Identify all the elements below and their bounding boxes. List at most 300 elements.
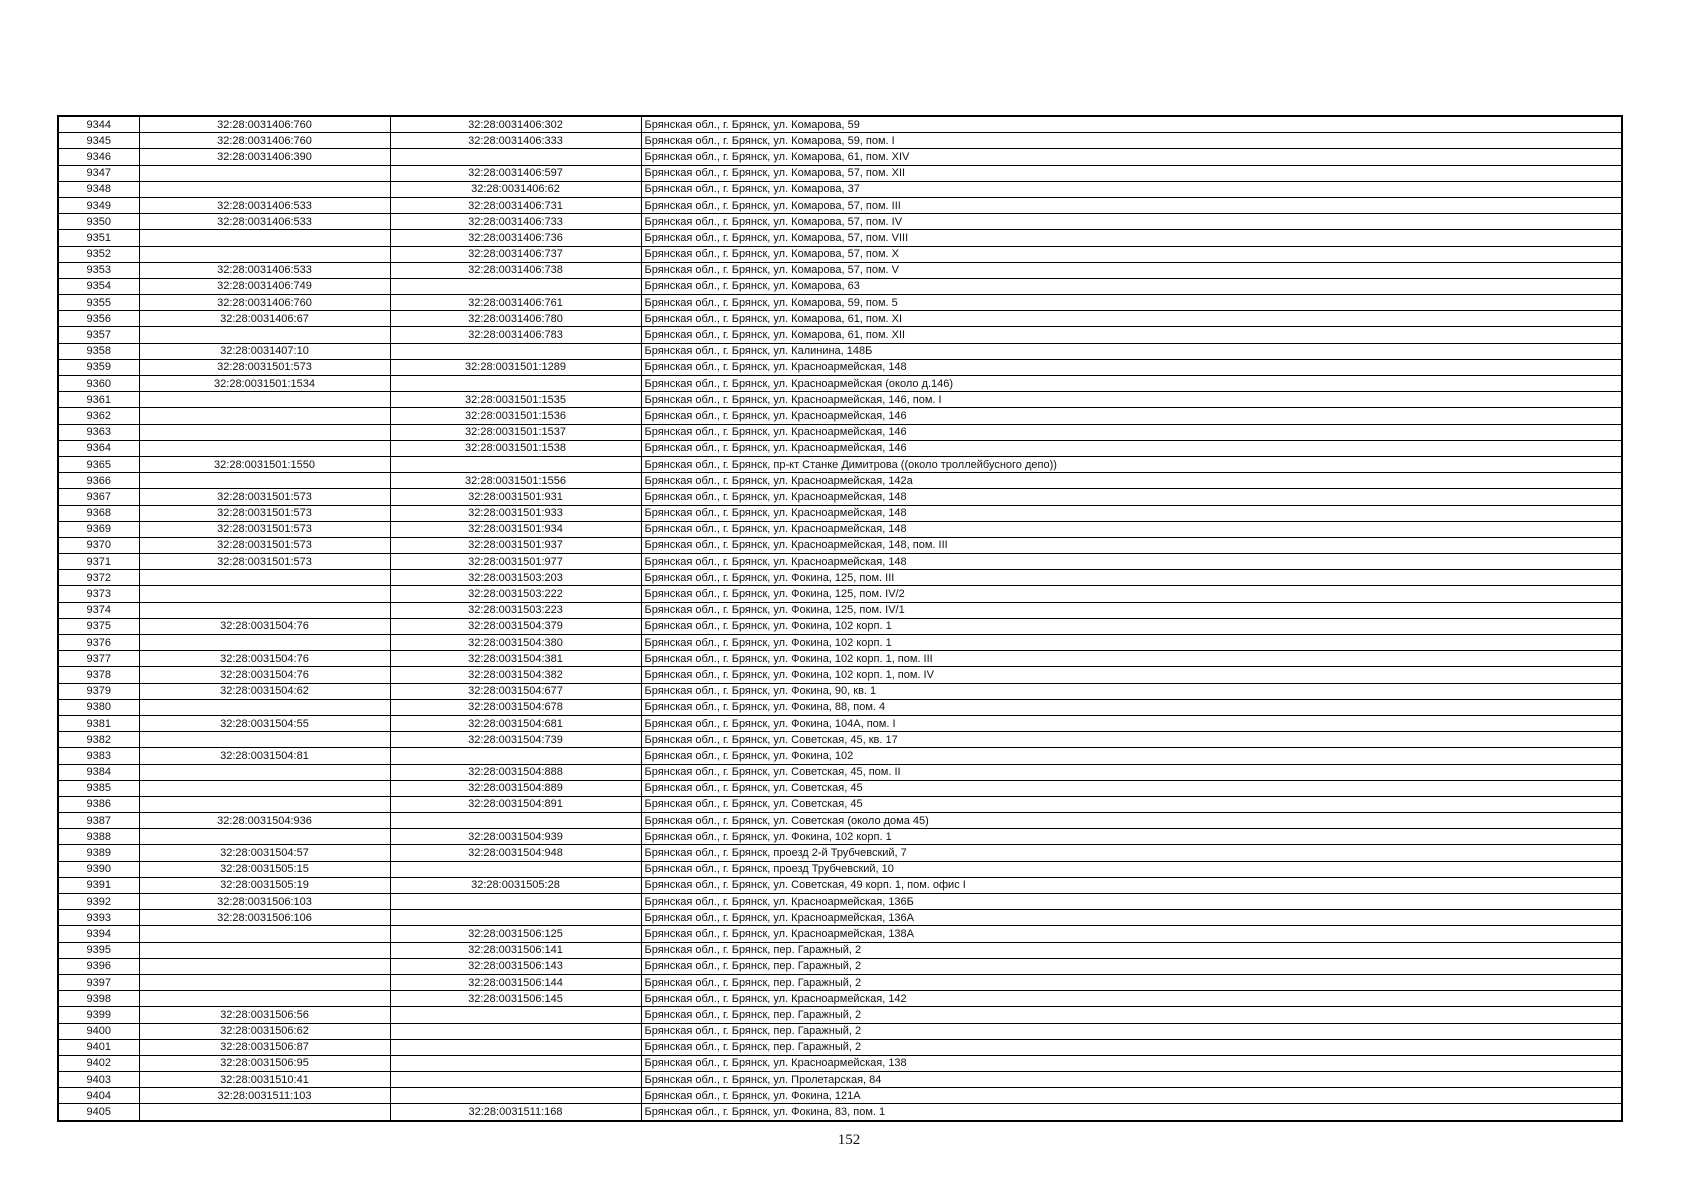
object-cadastral-number-cell	[390, 1007, 641, 1023]
cadastral-number-cell: 32:28:0031406:533	[139, 197, 390, 213]
table-row	[58, 1055, 1622, 1071]
address-cell: Брянская обл., г. Брянск, пер. Гаражный, 2	[641, 942, 1622, 958]
cadastral-number-cell	[139, 327, 390, 343]
row-number-cell: 9358	[58, 343, 139, 359]
row-number-cell: 9370	[58, 537, 139, 553]
object-cadastral-number-cell: 32:28:0031501:937	[390, 537, 641, 553]
row-number-cell: 9384	[58, 764, 139, 780]
table-row	[58, 1104, 1622, 1121]
cadastral-number-cell	[139, 230, 390, 246]
table-row	[58, 408, 1622, 424]
object-cadastral-number-cell	[390, 861, 641, 877]
cadastral-number-cell	[139, 473, 390, 489]
address-cell: Брянская обл., г. Брянск, ул. Фокина, 102 корп. 1	[641, 829, 1622, 845]
object-cadastral-number-cell	[390, 376, 641, 392]
row-number-cell: 9381	[58, 715, 139, 731]
address-cell: Брянская обл., г. Брянск, ул. Советская, 45	[641, 780, 1622, 796]
object-cadastral-number-cell: 32:28:0031511:168	[390, 1104, 641, 1121]
row-number-cell: 9398	[58, 991, 139, 1007]
row-number-cell: 9380	[58, 699, 139, 715]
object-cadastral-number-cell: 32:28:0031503:223	[390, 602, 641, 618]
object-cadastral-number-cell	[390, 343, 641, 359]
row-number-cell: 9362	[58, 408, 139, 424]
table-row	[58, 1072, 1622, 1088]
address-cell: Брянская обл., г. Брянск, ул. Комарова, 37	[641, 181, 1622, 197]
address-cell: Брянская обл., г. Брянск, ул. Комарова, 57, пом. III	[641, 197, 1622, 213]
table-row	[58, 440, 1622, 456]
table-row	[58, 764, 1622, 780]
table-row	[58, 926, 1622, 942]
cadastral-number-cell	[139, 635, 390, 651]
cadastral-number-cell	[139, 942, 390, 958]
object-cadastral-number-cell: 32:28:0031506:125	[390, 926, 641, 942]
table-row	[58, 602, 1622, 618]
table-row	[58, 392, 1622, 408]
row-number-cell: 9363	[58, 424, 139, 440]
cadastral-number-cell	[139, 926, 390, 942]
table-row	[58, 1023, 1622, 1039]
address-cell: Брянская обл., г. Брянск, ул. Советская, 45	[641, 796, 1622, 812]
address-cell: Брянская обл., г. Брянск, ул. Фокина, 102	[641, 748, 1622, 764]
object-cadastral-number-cell: 32:28:0031406:736	[390, 230, 641, 246]
address-cell: Брянская обл., г. Брянск, ул. Фокина, 125, пом. III	[641, 570, 1622, 586]
cadastral-number-cell	[139, 181, 390, 197]
cadastral-number-cell	[139, 974, 390, 990]
address-cell: Брянская обл., г. Брянск, ул. Комарова, 57, пом. X	[641, 246, 1622, 262]
address-cell: Брянская обл., г. Брянск, ул. Комарова, 57, пом. VIII	[641, 230, 1622, 246]
cadastral-number-cell: 32:28:0031504:76	[139, 667, 390, 683]
row-number-cell: 9374	[58, 602, 139, 618]
object-cadastral-number-cell: 32:28:0031504:677	[390, 683, 641, 699]
table-row	[58, 732, 1622, 748]
object-cadastral-number-cell: 32:28:0031406:761	[390, 295, 641, 311]
cadastral-number-cell: 32:28:0031406:749	[139, 278, 390, 294]
table-row	[58, 829, 1622, 845]
address-cell: Брянская обл., г. Брянск, ул. Комарова, 61, пом. XI	[641, 311, 1622, 327]
row-number-cell: 9389	[58, 845, 139, 861]
cadastral-number-cell	[139, 246, 390, 262]
table-row	[58, 278, 1622, 294]
row-number-cell: 9345	[58, 133, 139, 149]
table-row	[58, 715, 1622, 731]
row-number-cell: 9361	[58, 392, 139, 408]
address-cell: Брянская обл., г. Брянск, ул. Красноармейская, 142а	[641, 473, 1622, 489]
row-number-cell: 9382	[58, 732, 139, 748]
table-row	[58, 586, 1622, 602]
address-cell: Брянская обл., г. Брянск, ул. Пролетарская, 84	[641, 1072, 1622, 1088]
address-cell: Брянская обл., г. Брянск, ул. Красноармейская, 136Б	[641, 894, 1622, 910]
address-cell: Брянская обл., г. Брянск, пер. Гаражный, 2	[641, 1007, 1622, 1023]
object-cadastral-number-cell	[390, 1023, 641, 1039]
row-number-cell: 9393	[58, 910, 139, 926]
object-cadastral-number-cell	[390, 149, 641, 165]
address-cell: Брянская обл., г. Брянск, ул. Красноармейская, 146, пом. I	[641, 392, 1622, 408]
object-cadastral-number-cell	[390, 1072, 641, 1088]
object-cadastral-number-cell: 32:28:0031503:203	[390, 570, 641, 586]
object-cadastral-number-cell	[390, 1055, 641, 1071]
object-cadastral-number-cell: 32:28:0031406:333	[390, 133, 641, 149]
object-cadastral-number-cell: 32:28:0031504:891	[390, 796, 641, 812]
cadastral-number-cell: 32:28:0031504:936	[139, 813, 390, 829]
table-row	[58, 845, 1622, 861]
object-cadastral-number-cell: 32:28:0031406:780	[390, 311, 641, 327]
address-cell: Брянская обл., г. Брянск, ул. Комарова, 61, пом. XIV	[641, 149, 1622, 165]
row-number-cell: 9344	[58, 116, 139, 133]
row-number-cell: 9375	[58, 618, 139, 634]
cadastral-number-cell: 32:28:0031506:56	[139, 1007, 390, 1023]
object-cadastral-number-cell	[390, 910, 641, 926]
address-cell: Брянская обл., г. Брянск, пр-кт Станке Димитрова ((около троллейбусного депо))	[641, 456, 1622, 472]
address-cell: Брянская обл., г. Брянск, ул. Красноармейская, 148	[641, 505, 1622, 521]
cadastral-number-cell: 32:28:0031504:62	[139, 683, 390, 699]
address-cell: Брянская обл., г. Брянск, ул. Калинина, 148Б	[641, 343, 1622, 359]
address-cell: Брянская обл., г. Брянск, ул. Красноармейская, 148	[641, 521, 1622, 537]
row-number-cell: 9349	[58, 197, 139, 213]
row-number-cell: 9394	[58, 926, 139, 942]
cadastral-number-cell	[139, 732, 390, 748]
table-row	[58, 537, 1622, 553]
row-number-cell: 9347	[58, 165, 139, 181]
address-cell: Брянская обл., г. Брянск, ул. Красноармейская, 138А	[641, 926, 1622, 942]
object-cadastral-number-cell: 32:28:0031501:1556	[390, 473, 641, 489]
cadastral-number-cell: 32:28:0031505:19	[139, 877, 390, 893]
cadastral-number-cell: 32:28:0031501:573	[139, 537, 390, 553]
registry-table	[57, 115, 1623, 1122]
object-cadastral-number-cell: 32:28:0031406:62	[390, 181, 641, 197]
cadastral-number-cell	[139, 796, 390, 812]
row-number-cell: 9356	[58, 311, 139, 327]
cadastral-number-cell: 32:28:0031501:1534	[139, 376, 390, 392]
cadastral-number-cell: 32:28:0031506:106	[139, 910, 390, 926]
row-number-cell: 9353	[58, 262, 139, 278]
cadastral-number-cell: 32:28:0031406:390	[139, 149, 390, 165]
row-number-cell: 9367	[58, 489, 139, 505]
table-row	[58, 910, 1622, 926]
object-cadastral-number-cell: 32:28:0031504:678	[390, 699, 641, 715]
table-row	[58, 521, 1622, 537]
cadastral-number-cell: 32:28:0031406:760	[139, 133, 390, 149]
row-number-cell: 9404	[58, 1088, 139, 1104]
cadastral-number-cell: 32:28:0031506:103	[139, 894, 390, 910]
table-row	[58, 246, 1622, 262]
table-row	[58, 133, 1622, 149]
row-number-cell: 9348	[58, 181, 139, 197]
cadastral-number-cell: 32:28:0031406:533	[139, 262, 390, 278]
address-cell: Брянская обл., г. Брянск, ул. Фокина, 88, пом. 4	[641, 699, 1622, 715]
row-number-cell: 9366	[58, 473, 139, 489]
row-number-cell: 9365	[58, 456, 139, 472]
address-cell: Брянская обл., г. Брянск, ул. Советская (около дома 45)	[641, 813, 1622, 829]
cadastral-number-cell: 32:28:0031501:1550	[139, 456, 390, 472]
object-cadastral-number-cell: 32:28:0031506:141	[390, 942, 641, 958]
cadastral-number-cell: 32:28:0031510:41	[139, 1072, 390, 1088]
row-number-cell: 9355	[58, 295, 139, 311]
object-cadastral-number-cell: 32:28:0031501:934	[390, 521, 641, 537]
object-cadastral-number-cell: 32:28:0031506:144	[390, 974, 641, 990]
cadastral-number-cell	[139, 780, 390, 796]
table-row	[58, 149, 1622, 165]
row-number-cell: 9351	[58, 230, 139, 246]
address-cell: Брянская обл., г. Брянск, ул. Комарова, 61, пом. XII	[641, 327, 1622, 343]
cadastral-number-cell	[139, 408, 390, 424]
row-number-cell: 9385	[58, 780, 139, 796]
address-cell: Брянская обл., г. Брянск, ул. Комарова, 59, пом. I	[641, 133, 1622, 149]
table-row	[58, 359, 1622, 375]
row-number-cell: 9400	[58, 1023, 139, 1039]
address-cell: Брянская обл., г. Брянск, ул. Комарова, 63	[641, 278, 1622, 294]
cadastral-number-cell: 32:28:0031501:573	[139, 489, 390, 505]
table-row	[58, 570, 1622, 586]
cadastral-number-cell	[139, 586, 390, 602]
cadastral-number-cell: 32:28:0031501:573	[139, 505, 390, 521]
table-row	[58, 343, 1622, 359]
table-row	[58, 780, 1622, 796]
object-cadastral-number-cell	[390, 1088, 641, 1104]
table-row	[58, 991, 1622, 1007]
object-cadastral-number-cell	[390, 278, 641, 294]
table-row	[58, 877, 1622, 893]
address-cell: Брянская обл., г. Брянск, ул. Советская, 45, кв. 17	[641, 732, 1622, 748]
row-number-cell: 9373	[58, 586, 139, 602]
address-cell: Брянская обл., г. Брянск, ул. Комарова, 57, пом. XII	[641, 165, 1622, 181]
row-number-cell: 9354	[58, 278, 139, 294]
address-cell: Брянская обл., г. Брянск, ул. Красноармейская, 142	[641, 991, 1622, 1007]
row-number-cell: 9383	[58, 748, 139, 764]
address-cell: Брянская обл., г. Брянск, ул. Красноармейская, 146	[641, 408, 1622, 424]
object-cadastral-number-cell: 32:28:0031504:948	[390, 845, 641, 861]
row-number-cell: 9377	[58, 651, 139, 667]
cadastral-number-cell: 32:28:0031505:15	[139, 861, 390, 877]
table-row	[58, 295, 1622, 311]
address-cell: Брянская обл., г. Брянск, ул. Фокина, 102 корп. 1	[641, 618, 1622, 634]
object-cadastral-number-cell: 32:28:0031504:681	[390, 715, 641, 731]
row-number-cell: 9368	[58, 505, 139, 521]
object-cadastral-number-cell: 32:28:0031406:737	[390, 246, 641, 262]
table-row	[58, 327, 1622, 343]
table-row	[58, 456, 1622, 472]
table-row	[58, 974, 1622, 990]
cadastral-number-cell: 32:28:0031504:55	[139, 715, 390, 731]
table-row	[58, 894, 1622, 910]
table-row	[58, 230, 1622, 246]
cadastral-number-cell: 32:28:0031504:81	[139, 748, 390, 764]
object-cadastral-number-cell	[390, 1039, 641, 1055]
table-row	[58, 197, 1622, 213]
table-row	[58, 958, 1622, 974]
object-cadastral-number-cell: 32:28:0031504:939	[390, 829, 641, 845]
cadastral-number-cell	[139, 829, 390, 845]
address-cell: Брянская обл., г. Брянск, ул. Фокина, 125, пом. IV/2	[641, 586, 1622, 602]
cadastral-number-cell: 32:28:0031406:533	[139, 214, 390, 230]
row-number-cell: 9372	[58, 570, 139, 586]
object-cadastral-number-cell: 32:28:0031501:931	[390, 489, 641, 505]
row-number-cell: 9350	[58, 214, 139, 230]
address-cell: Брянская обл., г. Брянск, ул. Фокина, 102 корп. 1, пом. III	[641, 651, 1622, 667]
object-cadastral-number-cell: 32:28:0031504:382	[390, 667, 641, 683]
object-cadastral-number-cell: 32:28:0031501:1536	[390, 408, 641, 424]
row-number-cell: 9378	[58, 667, 139, 683]
cadastral-number-cell	[139, 424, 390, 440]
table-row	[58, 214, 1622, 230]
cadastral-number-cell: 32:28:0031501:573	[139, 521, 390, 537]
row-number-cell: 9369	[58, 521, 139, 537]
row-number-cell: 9396	[58, 958, 139, 974]
cadastral-number-cell: 32:28:0031506:95	[139, 1055, 390, 1071]
cadastral-number-cell	[139, 1104, 390, 1121]
object-cadastral-number-cell: 32:28:0031406:597	[390, 165, 641, 181]
table-row	[58, 489, 1622, 505]
table-row	[58, 424, 1622, 440]
object-cadastral-number-cell: 32:28:0031406:733	[390, 214, 641, 230]
address-cell: Брянская обл., г. Брянск, проезд Трубчевский, 10	[641, 861, 1622, 877]
object-cadastral-number-cell: 32:28:0031501:1537	[390, 424, 641, 440]
row-number-cell: 9387	[58, 813, 139, 829]
cadastral-number-cell	[139, 602, 390, 618]
address-cell: Брянская обл., г. Брянск, ул. Фокина, 90, кв. 1	[641, 683, 1622, 699]
cadastral-number-cell: 32:28:0031504:76	[139, 618, 390, 634]
table-row	[58, 376, 1622, 392]
row-number-cell: 9371	[58, 554, 139, 570]
row-number-cell: 9386	[58, 796, 139, 812]
object-cadastral-number-cell: 32:28:0031406:302	[390, 116, 641, 133]
registry-table-body	[58, 116, 1622, 1121]
address-cell: Брянская обл., г. Брянск, пер. Гаражный, 2	[641, 958, 1622, 974]
table-row	[58, 1007, 1622, 1023]
object-cadastral-number-cell: 32:28:0031503:222	[390, 586, 641, 602]
row-number-cell: 9346	[58, 149, 139, 165]
row-number-cell: 9379	[58, 683, 139, 699]
address-cell: Брянская обл., г. Брянск, ул. Красноармейская, 146	[641, 440, 1622, 456]
address-cell: Брянская обл., г. Брянск, ул. Комарова, 59, пом. 5	[641, 295, 1622, 311]
object-cadastral-number-cell	[390, 813, 641, 829]
row-number-cell: 9376	[58, 635, 139, 651]
row-number-cell: 9401	[58, 1039, 139, 1055]
address-cell: Брянская обл., г. Брянск, пер. Гаражный, 2	[641, 974, 1622, 990]
row-number-cell: 9391	[58, 877, 139, 893]
table-row	[58, 1088, 1622, 1104]
address-cell: Брянская обл., г. Брянск, ул. Красноармейская, 148	[641, 489, 1622, 505]
address-cell: Брянская обл., г. Брянск, ул. Красноармейская, 148	[641, 359, 1622, 375]
row-number-cell: 9397	[58, 974, 139, 990]
address-cell: Брянская обл., г. Брянск, ул. Красноармейская, 148, пом. III	[641, 537, 1622, 553]
table-row	[58, 181, 1622, 197]
object-cadastral-number-cell: 32:28:0031504:381	[390, 651, 641, 667]
address-cell: Брянская обл., г. Брянск, ул. Фокина, 121А	[641, 1088, 1622, 1104]
table-row	[58, 813, 1622, 829]
cadastral-number-cell: 32:28:0031511:103	[139, 1088, 390, 1104]
cadastral-number-cell: 32:28:0031501:573	[139, 554, 390, 570]
row-number-cell: 9402	[58, 1055, 139, 1071]
cadastral-number-cell: 32:28:0031504:76	[139, 651, 390, 667]
address-cell: Брянская обл., г. Брянск, ул. Фокина, 102 корп. 1, пом. IV	[641, 667, 1622, 683]
object-cadastral-number-cell: 32:28:0031501:1289	[390, 359, 641, 375]
object-cadastral-number-cell: 32:28:0031504:888	[390, 764, 641, 780]
table-row	[58, 618, 1622, 634]
cadastral-number-cell: 32:28:0031506:62	[139, 1023, 390, 1039]
cadastral-number-cell	[139, 440, 390, 456]
table-row	[58, 748, 1622, 764]
address-cell: Брянская обл., г. Брянск, ул. Красноармейская (около д.146)	[641, 376, 1622, 392]
address-cell: Брянская обл., г. Брянск, ул. Фокина, 83, пом. 1	[641, 1104, 1622, 1121]
address-cell: Брянская обл., г. Брянск, проезд 2-й Трубчевский, 7	[641, 845, 1622, 861]
object-cadastral-number-cell: 32:28:0031504:379	[390, 618, 641, 634]
cadastral-number-cell	[139, 570, 390, 586]
table-row	[58, 796, 1622, 812]
cadastral-number-cell	[139, 764, 390, 780]
row-number-cell: 9403	[58, 1072, 139, 1088]
table-row	[58, 116, 1622, 133]
row-number-cell: 9352	[58, 246, 139, 262]
object-cadastral-number-cell: 32:28:0031505:28	[390, 877, 641, 893]
cadastral-number-cell: 32:28:0031406:760	[139, 295, 390, 311]
object-cadastral-number-cell	[390, 894, 641, 910]
object-cadastral-number-cell: 32:28:0031504:739	[390, 732, 641, 748]
cadastral-number-cell: 32:28:0031406:67	[139, 311, 390, 327]
table-row	[58, 861, 1622, 877]
address-cell: Брянская обл., г. Брянск, ул. Красноармейская, 146	[641, 424, 1622, 440]
address-cell: Брянская обл., г. Брянск, ул. Фокина, 102 корп. 1	[641, 635, 1622, 651]
object-cadastral-number-cell: 32:28:0031506:143	[390, 958, 641, 974]
row-number-cell: 9392	[58, 894, 139, 910]
cadastral-number-cell	[139, 699, 390, 715]
address-cell: Брянская обл., г. Брянск, ул. Советская, 49 корп. 1, пом. офис I	[641, 877, 1622, 893]
address-cell: Брянская обл., г. Брянск, ул. Красноармейская, 136А	[641, 910, 1622, 926]
row-number-cell: 9390	[58, 861, 139, 877]
cadastral-number-cell: 32:28:0031506:87	[139, 1039, 390, 1055]
object-cadastral-number-cell: 32:28:0031406:783	[390, 327, 641, 343]
object-cadastral-number-cell: 32:28:0031406:731	[390, 197, 641, 213]
table-row	[58, 699, 1622, 715]
page-number: 152	[837, 1132, 861, 1148]
address-cell: Брянская обл., г. Брянск, ул. Красноармейская, 148	[641, 554, 1622, 570]
row-number-cell: 9405	[58, 1104, 139, 1121]
object-cadastral-number-cell: 32:28:0031506:145	[390, 991, 641, 1007]
row-number-cell: 9395	[58, 942, 139, 958]
cadastral-number-cell	[139, 991, 390, 1007]
table-row	[58, 667, 1622, 683]
table-row	[58, 635, 1622, 651]
table-row	[58, 262, 1622, 278]
object-cadastral-number-cell	[390, 748, 641, 764]
cadastral-number-cell	[139, 165, 390, 181]
address-cell: Брянская обл., г. Брянск, пер. Гаражный, 2	[641, 1039, 1622, 1055]
row-number-cell: 9357	[58, 327, 139, 343]
cadastral-number-cell: 32:28:0031407:10	[139, 343, 390, 359]
table-row	[58, 165, 1622, 181]
object-cadastral-number-cell: 32:28:0031501:1535	[390, 392, 641, 408]
row-number-cell: 9399	[58, 1007, 139, 1023]
cadastral-number-cell	[139, 392, 390, 408]
table-row	[58, 1039, 1622, 1055]
object-cadastral-number-cell: 32:28:0031504:380	[390, 635, 641, 651]
cadastral-number-cell	[139, 958, 390, 974]
address-cell: Брянская обл., г. Брянск, ул. Фокина, 104А, пом. I	[641, 715, 1622, 731]
object-cadastral-number-cell: 32:28:0031501:933	[390, 505, 641, 521]
cadastral-number-cell: 32:28:0031504:57	[139, 845, 390, 861]
cadastral-number-cell: 32:28:0031406:760	[139, 116, 390, 133]
cadastral-number-cell: 32:28:0031501:573	[139, 359, 390, 375]
table-row	[58, 505, 1622, 521]
table-row	[58, 683, 1622, 699]
object-cadastral-number-cell	[390, 456, 641, 472]
table-row	[58, 554, 1622, 570]
object-cadastral-number-cell: 32:28:0031504:889	[390, 780, 641, 796]
row-number-cell: 9360	[58, 376, 139, 392]
table-row	[58, 942, 1622, 958]
object-cadastral-number-cell: 32:28:0031501:977	[390, 554, 641, 570]
address-cell: Брянская обл., г. Брянск, ул. Комарова, 57, пом. V	[641, 262, 1622, 278]
address-cell: Брянская обл., г. Брянск, ул. Фокина, 125, пом. IV/1	[641, 602, 1622, 618]
